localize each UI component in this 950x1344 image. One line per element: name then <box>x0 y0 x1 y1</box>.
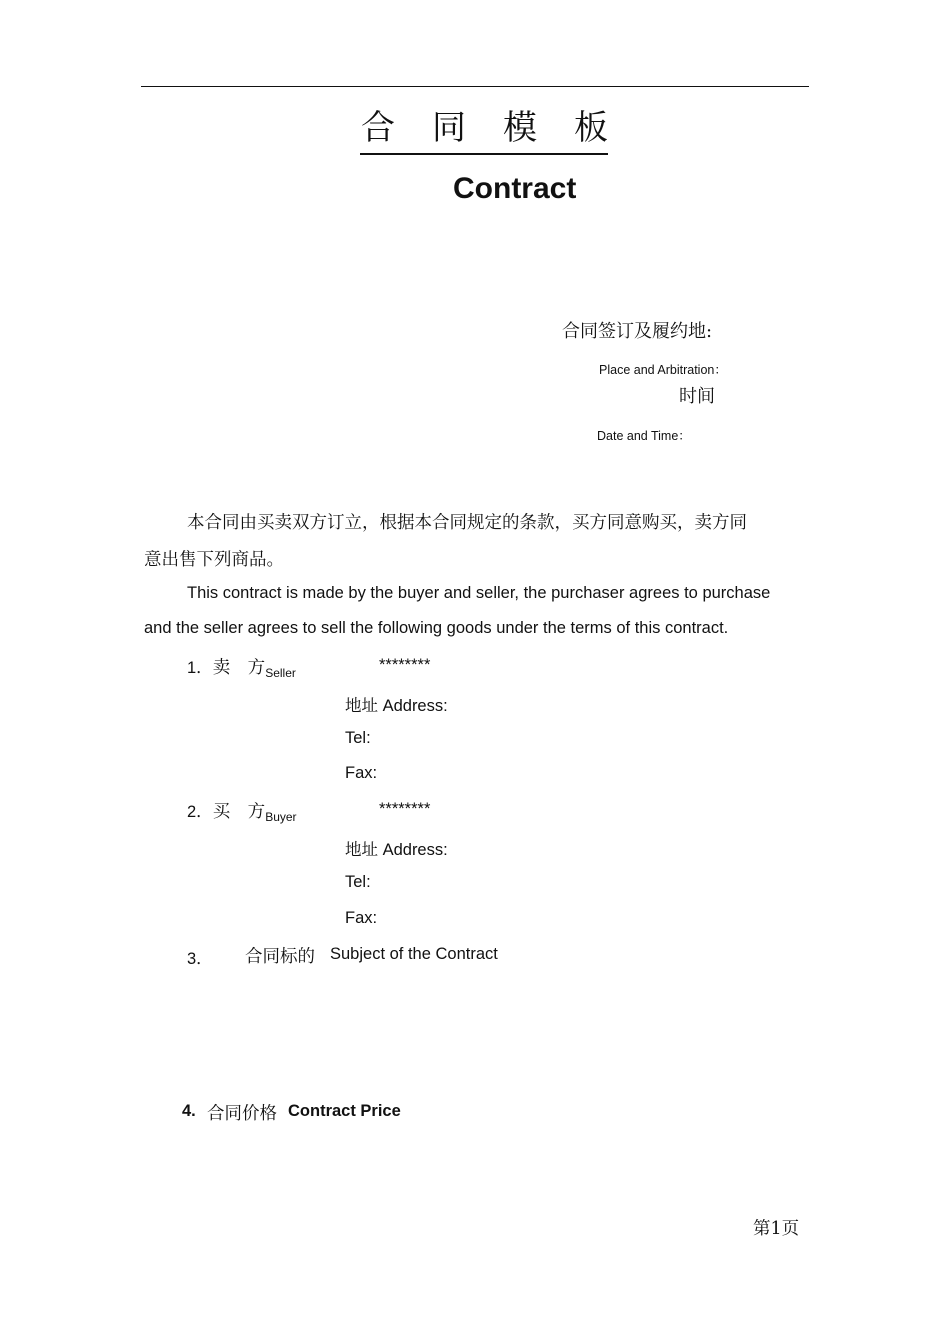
seller-label-cn: 卖 方 <box>212 658 266 678</box>
seller-tel: Tel: <box>345 729 371 747</box>
buyer-number: 2． <box>187 803 213 821</box>
seller-value: ******** <box>379 656 431 674</box>
price-number: 4. <box>182 1102 196 1120</box>
intro-cn-line1: 本合同由买卖双方订立，根据本合同规定的条款，买方同意购买，卖方同 <box>187 513 747 533</box>
intro-en-line2: and the seller agrees to sell the following goods under the terms of this contract. <box>144 619 729 637</box>
time-label-cn: 时间 <box>679 386 715 407</box>
buyer-value: ******** <box>379 800 431 818</box>
title-underline <box>360 153 608 155</box>
title-char: 同 <box>432 108 466 148</box>
document-title-chinese <box>361 100 608 149</box>
place-label-en: Place and Arbitration： <box>599 363 727 377</box>
title-char: 模 <box>503 108 537 148</box>
time-label-en: Date and Time： <box>597 429 691 443</box>
seller-number: 1． <box>187 659 213 677</box>
subject-label-cn: 合同标的 <box>245 947 315 967</box>
seller-label-en: Seller <box>265 666 296 680</box>
price-label-cn: 合同价格 <box>207 1104 277 1124</box>
buyer-fax: Fax: <box>345 909 378 927</box>
subject-label-en: Subject of the Contract <box>330 945 498 963</box>
buyer-heading <box>187 798 297 824</box>
seller-address: 地址 Address: <box>345 697 448 715</box>
subject-number: 3． <box>187 950 213 968</box>
title-char: 板 <box>574 108 608 148</box>
buyer-label-cn: 买 方 <box>212 802 266 822</box>
seller-fax: Fax: <box>345 764 378 782</box>
price-label-en: Contract Price <box>288 1102 401 1120</box>
seller-heading <box>187 654 296 680</box>
buyer-tel: Tel: <box>345 873 371 891</box>
intro-cn-line2: 意出售下列商品。 <box>144 550 284 570</box>
page-number: 第1页 <box>753 1219 800 1239</box>
buyer-label-en: Buyer <box>265 810 297 824</box>
intro-en-line1: This contract is made by the buyer and seller, the purchaser agrees to purchase <box>187 584 771 602</box>
title-char: 合 <box>361 108 395 148</box>
buyer-address: 地址 Address: <box>345 841 448 859</box>
header-rule <box>141 86 809 87</box>
document-title-english: Contract <box>453 172 577 205</box>
place-label-cn: 合同签订及履约地: <box>562 321 713 342</box>
